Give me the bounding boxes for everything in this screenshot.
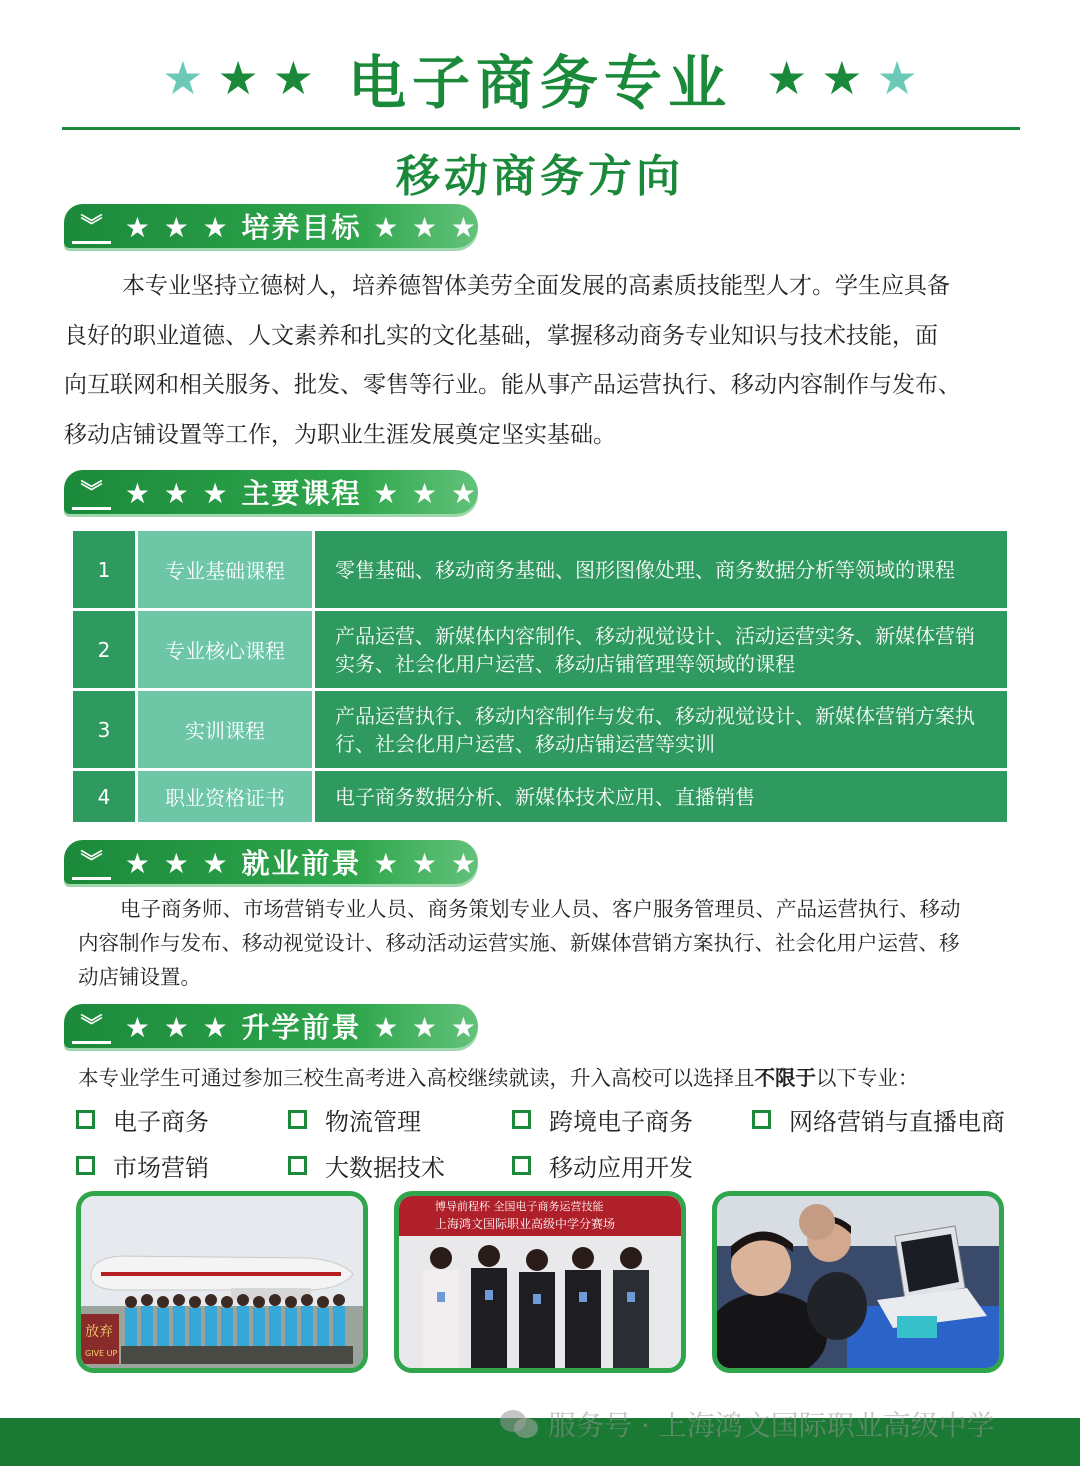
majors-row bbox=[76, 1142, 1036, 1188]
major-label: 跨境电子商务 bbox=[549, 1107, 693, 1136]
double-chevron-down-icon: ︾ bbox=[72, 844, 111, 880]
sign-subtext: GIVE UP bbox=[85, 1349, 118, 1358]
double-chevron-down-icon: ︾ bbox=[72, 474, 111, 510]
course-description: 零售基础、移动商务基础、图形图像处理、商务数据分析等领域的课程 bbox=[314, 530, 1009, 610]
paragraph-line: 向互联网和相关服务、批发、零售等行业。能从事产品运营执行、移动内容制作与发布、 bbox=[64, 372, 961, 398]
major-label: 大数据技术 bbox=[325, 1153, 445, 1182]
banner-line-2: 上海鸿文国际职业高级中学分赛场 bbox=[435, 1217, 616, 1231]
table-row bbox=[72, 610, 1009, 690]
paragraph-line: 移动店铺设置等工作，为职业生涯发展奠定坚实基础。 bbox=[64, 421, 616, 448]
watermark-text: 服务号 · 上海鸿文国际职业高级中学 bbox=[548, 1409, 995, 1442]
employment-paragraph bbox=[78, 892, 1028, 994]
course-category: 专业基础课程 bbox=[137, 530, 314, 610]
airplane-group-illustration bbox=[81, 1196, 363, 1368]
course-description: 产品运营执行、移动内容制作与发布、移动视觉设计、新媒体营销方案执行、社会化用户运营、移动店铺运营等实训 bbox=[314, 690, 1009, 770]
major-label: 移动应用开发 bbox=[549, 1153, 693, 1182]
course-number: 1 bbox=[72, 530, 137, 610]
double-chevron-down-icon: ︾ bbox=[72, 208, 111, 244]
checkbox-icon bbox=[76, 1110, 95, 1129]
wechat-icon bbox=[500, 1408, 540, 1440]
checkbox-icon bbox=[752, 1110, 771, 1129]
paragraph-line: 电子商务师、市场营销专业人员、商务策划专业人员、客户服务管理员、产品运营执行、移动 bbox=[120, 897, 961, 921]
star-icon: ★ bbox=[821, 51, 863, 105]
photo-airplane-group bbox=[76, 1191, 368, 1373]
course-description: 电子商务数据分析、新媒体技术应用、直播销售 bbox=[314, 770, 1009, 824]
checkbox-icon bbox=[76, 1156, 95, 1175]
further-intro bbox=[78, 1063, 1038, 1093]
photo-students-laptop bbox=[712, 1191, 1004, 1373]
course-number: 3 bbox=[72, 690, 137, 770]
banner-line-1: 博导前程杯 全国电子商务运营技能 bbox=[435, 1200, 604, 1213]
major-item bbox=[76, 1148, 288, 1183]
photo-competition-group bbox=[394, 1191, 686, 1373]
checkbox-icon bbox=[512, 1110, 531, 1129]
star-icon: ★ bbox=[217, 51, 259, 105]
major-label: 电子商务 bbox=[113, 1107, 209, 1136]
paragraph-line: 本专业坚持立德树人，培养德智体美劳全面发展的高素质技能型人才。学生应具备 bbox=[122, 273, 950, 299]
section-banner-employment bbox=[64, 840, 478, 884]
star-icon: ★ bbox=[766, 51, 808, 105]
major-item bbox=[288, 1102, 512, 1137]
section-banner-goal bbox=[64, 204, 478, 248]
section-heading: ★ ★ ★ 就业前景 ★ ★ ★ bbox=[124, 847, 478, 880]
page-subtitle: 移动商务方向 bbox=[396, 151, 684, 202]
paragraph-line: 动店铺设置。 bbox=[78, 965, 201, 989]
major-label: 网络营销与直播电商 bbox=[789, 1107, 1005, 1136]
paragraph-line: 良好的职业道德、人文素养和扎实的文化基础，掌握移动商务专业知识与技术技能，面 bbox=[64, 322, 938, 349]
star-icon: ★ bbox=[876, 51, 918, 105]
competition-group-illustration bbox=[399, 1196, 681, 1368]
section-heading: ★ ★ ★ 升学前景 ★ ★ ★ bbox=[124, 1011, 478, 1044]
courses-table bbox=[70, 528, 1010, 825]
left-stars bbox=[162, 51, 314, 105]
major-label: 物流管理 bbox=[325, 1107, 421, 1136]
intro-text-end: 以下专业： bbox=[816, 1066, 919, 1090]
section-heading: ★ ★ ★ 培养目标 ★ ★ ★ bbox=[124, 211, 478, 244]
table-row bbox=[72, 530, 1009, 610]
intro-bold-text: 不限于 bbox=[754, 1066, 816, 1090]
table-row bbox=[72, 770, 1009, 824]
major-label: 市场营销 bbox=[113, 1153, 209, 1182]
students-laptop-illustration bbox=[717, 1196, 999, 1368]
double-chevron-down-icon: ︾ bbox=[72, 1008, 111, 1044]
majors-checklist bbox=[76, 1096, 1036, 1188]
section-banner-further bbox=[64, 1004, 478, 1048]
majors-row bbox=[76, 1096, 1036, 1142]
course-category: 实训课程 bbox=[137, 690, 314, 770]
checkbox-icon bbox=[288, 1110, 307, 1129]
sign-text: 放弃 bbox=[85, 1324, 113, 1340]
major-item bbox=[288, 1148, 512, 1183]
major-item bbox=[512, 1102, 752, 1137]
major-item bbox=[512, 1148, 752, 1183]
table-row bbox=[72, 690, 1009, 770]
major-item bbox=[752, 1102, 1005, 1137]
course-category: 职业资格证书 bbox=[137, 770, 314, 824]
title-row bbox=[0, 38, 1080, 118]
course-number: 2 bbox=[72, 610, 137, 690]
title-divider bbox=[62, 127, 1020, 130]
watermark bbox=[500, 1404, 995, 1444]
intro-text: 本专业学生可通过参加三校生高考进入高校继续就读，升入高校可以选择且 bbox=[78, 1066, 755, 1090]
course-description: 产品运营、新媒体内容制作、移动视觉设计、活动运营实务、新媒体营销实务、社会化用户运营、移动店铺管理等领域的课程 bbox=[314, 610, 1009, 690]
star-icon: ★ bbox=[162, 51, 204, 105]
paragraph-line: 内容制作与发布、移动视觉设计、移动活动运营实施、新媒体营销方案执行、社会化用户运营、移 bbox=[78, 931, 960, 955]
section-banner-courses bbox=[64, 470, 478, 514]
star-icon: ★ bbox=[272, 51, 314, 105]
page-title: 电子商务专业 bbox=[347, 49, 732, 117]
major-item bbox=[76, 1102, 288, 1137]
section-heading: ★ ★ ★ 主要课程 ★ ★ ★ bbox=[124, 477, 478, 510]
goal-paragraph bbox=[64, 262, 1024, 460]
checkbox-icon bbox=[288, 1156, 307, 1175]
course-number: 4 bbox=[72, 770, 137, 824]
checkbox-icon bbox=[512, 1156, 531, 1175]
course-category: 专业核心课程 bbox=[137, 610, 314, 690]
right-stars bbox=[766, 51, 918, 105]
